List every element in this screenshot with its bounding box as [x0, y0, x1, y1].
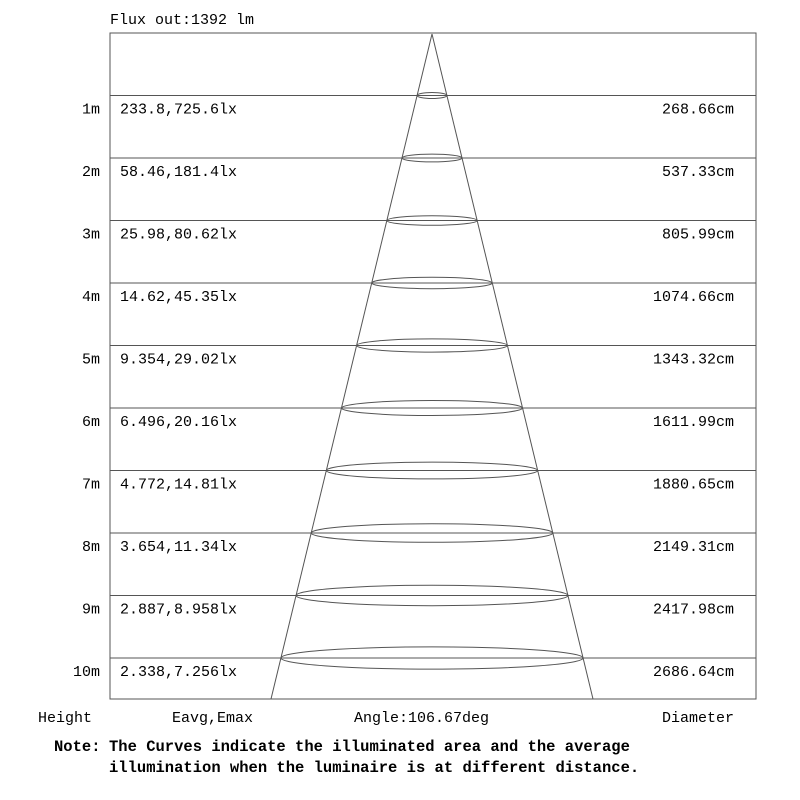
eavg-emax-value: 4.772,14.81lx: [120, 476, 238, 494]
eavg-emax-header: Eavg,Emax: [172, 710, 254, 727]
note-line-1: The Curves indicate the illuminated area and the average: [109, 738, 630, 756]
note-line-2: illumination when the luminaire is at different distance.: [109, 759, 640, 777]
height-label: 4m: [81, 289, 100, 306]
diameter-value: 2149.31cm: [652, 539, 734, 556]
chart-title: Flux out:1392 lm: [110, 12, 255, 29]
height-header: Height: [38, 710, 93, 727]
diameter-value: 1074.66cm: [652, 289, 734, 306]
beam-edge-left: [271, 34, 432, 699]
diameter-value: 2417.98cm: [652, 601, 734, 619]
diameter-value: 2686.64cm: [652, 664, 734, 681]
height-label: 8m: [81, 539, 100, 556]
beam-edge-right: [432, 34, 593, 699]
height-label: 3m: [81, 226, 100, 244]
height-label: 2m: [81, 164, 100, 181]
note-label: Note:: [54, 738, 101, 756]
height-label: 7m: [81, 476, 100, 494]
eavg-emax-value: 3.654,11.34lx: [120, 539, 238, 556]
diameter-value: 805.99cm: [661, 226, 734, 244]
diameter-value: 268.66cm: [661, 101, 734, 119]
diameter-value: 1343.32cm: [652, 351, 734, 369]
eavg-emax-value: 14.62,45.35lx: [120, 289, 238, 306]
diameter-header: Diameter: [661, 710, 734, 727]
eavg-emax-value: 2.338,7.256lx: [120, 664, 238, 681]
diameter-value: 1880.65cm: [652, 476, 734, 494]
eavg-emax-value: 233.8,725.6lx: [120, 101, 238, 119]
eavg-emax-value: 2.887,8.958lx: [120, 601, 238, 619]
angle-label: Angle:106.67deg: [354, 710, 490, 727]
eavg-emax-value: 6.496,20.16lx: [120, 414, 238, 431]
eavg-emax-value: 25.98,80.62lx: [120, 226, 238, 244]
height-label: 9m: [81, 601, 100, 619]
diameter-value: 1611.99cm: [652, 414, 734, 431]
height-label: 6m: [81, 414, 100, 431]
eavg-emax-value: 9.354,29.02lx: [120, 351, 238, 369]
height-label: 10m: [72, 664, 100, 681]
eavg-emax-value: 58.46,181.4lx: [120, 164, 238, 181]
height-label: 5m: [81, 351, 100, 369]
height-label: 1m: [81, 101, 100, 119]
diameter-value: 537.33cm: [661, 164, 734, 181]
